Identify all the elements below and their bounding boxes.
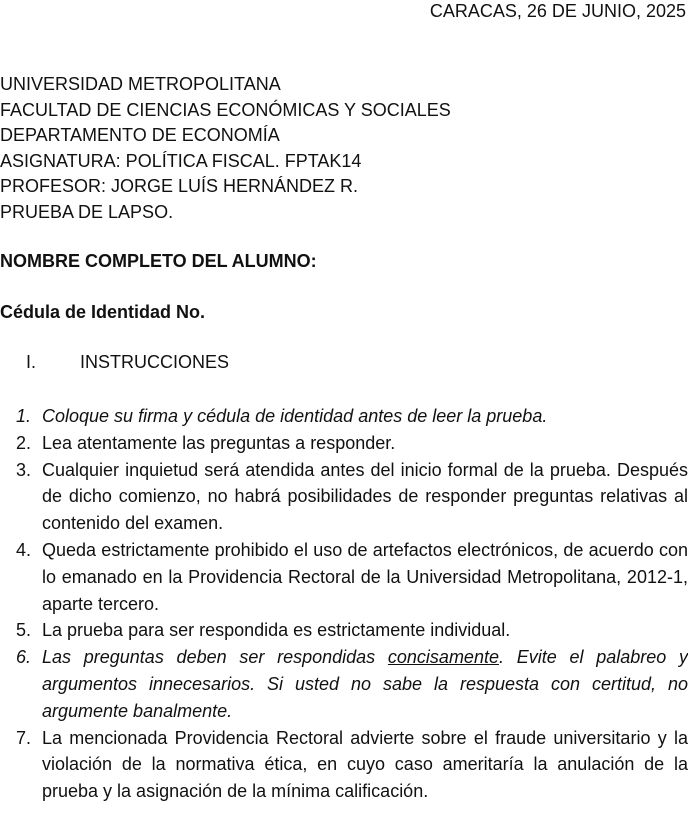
instruction-item [16, 457, 688, 537]
university-name: UNIVERSIDAD METROPOLITANA [0, 74, 281, 94]
instruction-text: Lea atentamente las preguntas a responder. [42, 432, 396, 453]
exam-type: PRUEBA DE LAPSO. [0, 201, 174, 222]
instruction-number: 5. [16, 620, 32, 641]
instruction-item [16, 430, 688, 457]
instructions-list [16, 403, 688, 805]
student-name-label: NOMBRE COMPLETO DEL ALUMNO: [0, 251, 317, 271]
instruction-text: Queda estrictamente prohibido el uso de artefactos electrónicos, de acuerdo con lo emanado en la Providencia Rectoral de la Universidad Metropolitana, 2012-1, aparte tercero. [42, 539, 688, 614]
instruction-number: 4. [16, 539, 32, 560]
instruction-number: 1. [16, 406, 32, 426]
instruction-number: 7. [16, 727, 32, 748]
instruction-text: La prueba para ser respondida es estrictamente individual. [42, 620, 511, 641]
section-number: I. [26, 352, 37, 372]
instruction-number: 6. [16, 647, 32, 668]
professor-name: PROFESOR: JORGE LUÍS HERNÁNDEZ R. [0, 176, 359, 197]
instruction-number: 2. [16, 432, 32, 453]
instruction-text: La mencionada Providencia Rectoral advierte sobre el fraude universitario y la violación de la normativa ética, en cuyo caso ameritaría la anulación de la prueba y la asignación de la mínima calificación. [42, 727, 688, 802]
instruction-item [16, 725, 688, 805]
date-line: CARACAS, 26 DE JUNIO, 2025 [429, 1, 686, 21]
id-number-label: Cédula de Identidad No. [0, 302, 206, 322]
instruction-item [16, 644, 688, 724]
instruction-text-part: . Evite el palabreo y argumentos innecesarios. Si usted no sabe la respuesta con certitud, no argumente banalmente. [42, 647, 688, 721]
instruction-text: Coloque su firma y cédula de identidad antes de leer la prueba. [42, 406, 548, 426]
section-title: INSTRUCCIONES [80, 352, 230, 372]
instruction-item [16, 617, 688, 644]
emphasized-word: concisamente [387, 647, 499, 668]
department-name: DEPARTAMENTO DE ECONOMÍA [0, 125, 280, 146]
institution-header [0, 72, 451, 226]
instruction-text: Cualquier inquietud será atendida antes del inicio formal de la prueba. Después de dicho comienzo, no habrá posibilidades de responder preguntas relativas al contenido del examen. [42, 459, 688, 534]
instruction-text [42, 644, 688, 724]
course-name: ASIGNATURA: POLÍTICA FISCAL. FPTAK14 [0, 150, 362, 171]
instruction-item [16, 537, 688, 617]
instruction-item [16, 403, 688, 430]
instruction-number: 3. [16, 459, 32, 480]
instruction-text-part: Las preguntas deben ser respondidas [42, 647, 388, 668]
section-heading [26, 351, 229, 373]
faculty-name: FACULTAD DE CIENCIAS ECONÓMICAS Y SOCIALES [0, 99, 451, 120]
